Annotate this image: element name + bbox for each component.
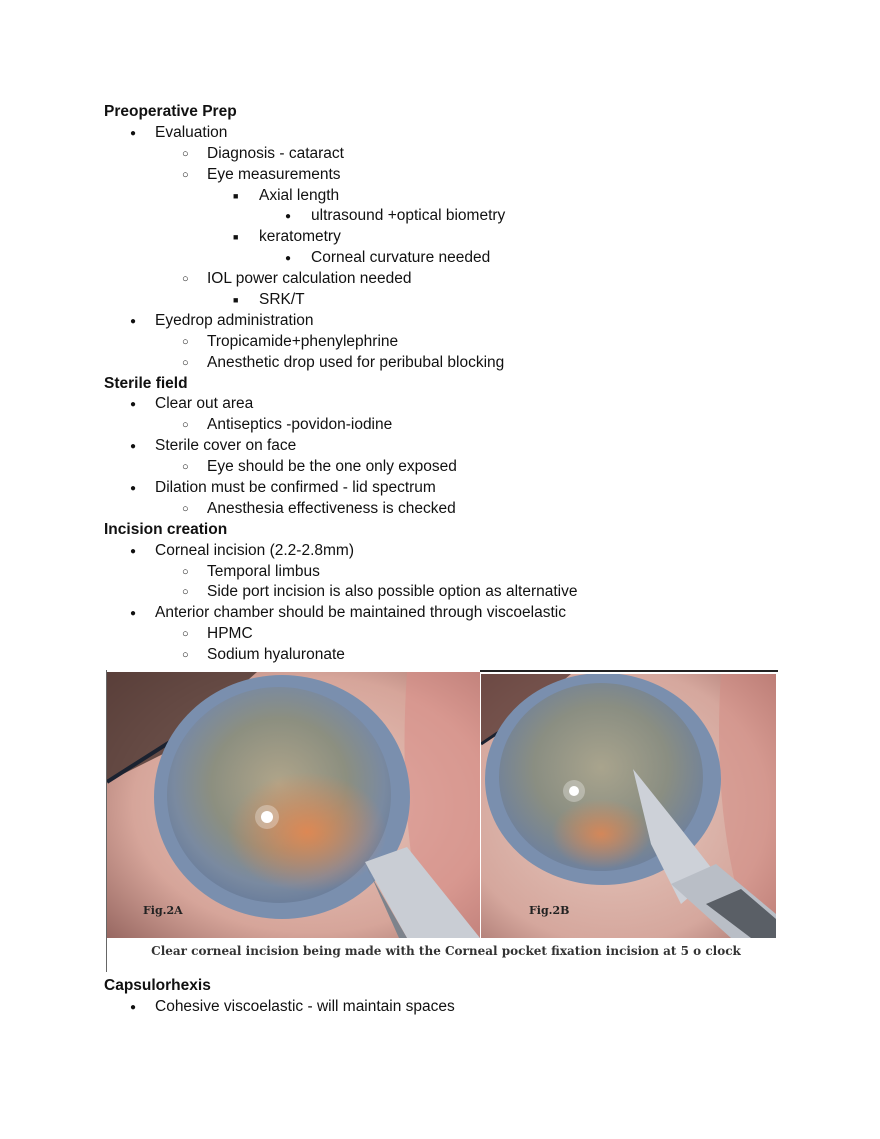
list-item: ○ Side port incision is also possible option as alternative [104, 582, 784, 603]
disc-bullet-icon [130, 541, 136, 563]
list-item: ● Evaluation [104, 123, 784, 144]
surgical-figure [106, 670, 778, 972]
circle-bullet-icon [182, 645, 189, 666]
circle-bullet-icon [182, 457, 189, 478]
square-bullet-icon [233, 290, 238, 311]
circle-bullet-icon [182, 165, 189, 186]
list-item: ● Cohesive viscoelastic - will maintain spaces [104, 997, 784, 1018]
figure-panel-2b [481, 674, 776, 940]
circle-bullet-icon [182, 562, 189, 583]
circle-bullet-icon [182, 269, 189, 290]
list-item: ○ Antiseptics -povidon-iodine [104, 415, 784, 436]
eye-photo-icon [107, 672, 480, 938]
list-item: ○ Eye measurements [104, 165, 784, 186]
list-item: ■ Axial length [104, 186, 784, 207]
list-item: ● Sterile cover on face [104, 436, 784, 457]
disc-bullet-icon [130, 603, 136, 625]
list-item: ● Eyedrop administration [104, 311, 784, 332]
disc-bullet-icon [130, 997, 136, 1019]
disc-bullet-icon [285, 248, 291, 270]
list-item: ○ Eye should be the one only exposed [104, 457, 784, 478]
disc-bullet-icon [285, 206, 291, 228]
list-item: ● Dilation must be confirmed - lid spectrum [104, 478, 784, 499]
list-item: ● ultrasound +optical biometry [104, 206, 784, 227]
list-item: ● Corneal curvature needed [104, 248, 784, 269]
document-body [104, 102, 784, 666]
document-body-continued [104, 976, 784, 1018]
heading-sterile-field: Sterile field [104, 374, 188, 392]
circle-bullet-icon [182, 144, 189, 165]
figure-border-top [480, 670, 778, 672]
list-item: ○ Diagnosis - cataract [104, 144, 784, 165]
figure-panel-2a [107, 672, 480, 938]
circle-bullet-icon [182, 582, 189, 603]
list-item: ● Clear out area [104, 394, 784, 415]
list-item: ● Anterior chamber should be maintained through viscoelastic [104, 603, 784, 624]
disc-bullet-icon [130, 311, 136, 333]
heading-incision-creation: Incision creation [104, 520, 228, 538]
square-bullet-icon [233, 227, 238, 248]
heading-capsulorhexis: Capsulorhexis [104, 977, 211, 994]
list-item: ○ Anesthesia effectiveness is checked [104, 499, 784, 520]
list-item: ○ Tropicamide+phenylephrine [104, 332, 784, 353]
list-item: ○ Sodium hyaluronate [104, 645, 784, 666]
list-item: ○ HPMC [104, 624, 784, 645]
figure-caption: Clear corneal incision being made with the Corneal pocket fixation incision at 5 o clock [151, 944, 741, 958]
list-item: ○ IOL power calculation needed [104, 269, 784, 290]
disc-bullet-icon [130, 394, 136, 416]
circle-bullet-icon [182, 353, 189, 374]
figure-label-2b: Fig.2B [529, 904, 570, 917]
circle-bullet-icon [182, 499, 189, 520]
list-item: ○ Temporal limbus [104, 562, 784, 583]
figure-label-2a: Fig.2A [143, 904, 183, 917]
square-bullet-icon [233, 186, 238, 207]
list-item: ■ SRK/T [104, 290, 784, 311]
list-item: ○ Anesthetic drop used for peribubal blocking [104, 353, 784, 374]
disc-bullet-icon [130, 123, 136, 145]
circle-bullet-icon [182, 624, 189, 645]
eye-photo-icon [481, 674, 776, 938]
list-item: ■ keratometry [104, 227, 784, 248]
circle-bullet-icon [182, 415, 189, 436]
disc-bullet-icon [130, 478, 136, 500]
heading-preoperative-prep: Preoperative Prep [104, 103, 237, 120]
disc-bullet-icon [130, 436, 136, 458]
circle-bullet-icon [182, 332, 189, 353]
list-item: ● Corneal incision (2.2-2.8mm) [104, 541, 784, 562]
